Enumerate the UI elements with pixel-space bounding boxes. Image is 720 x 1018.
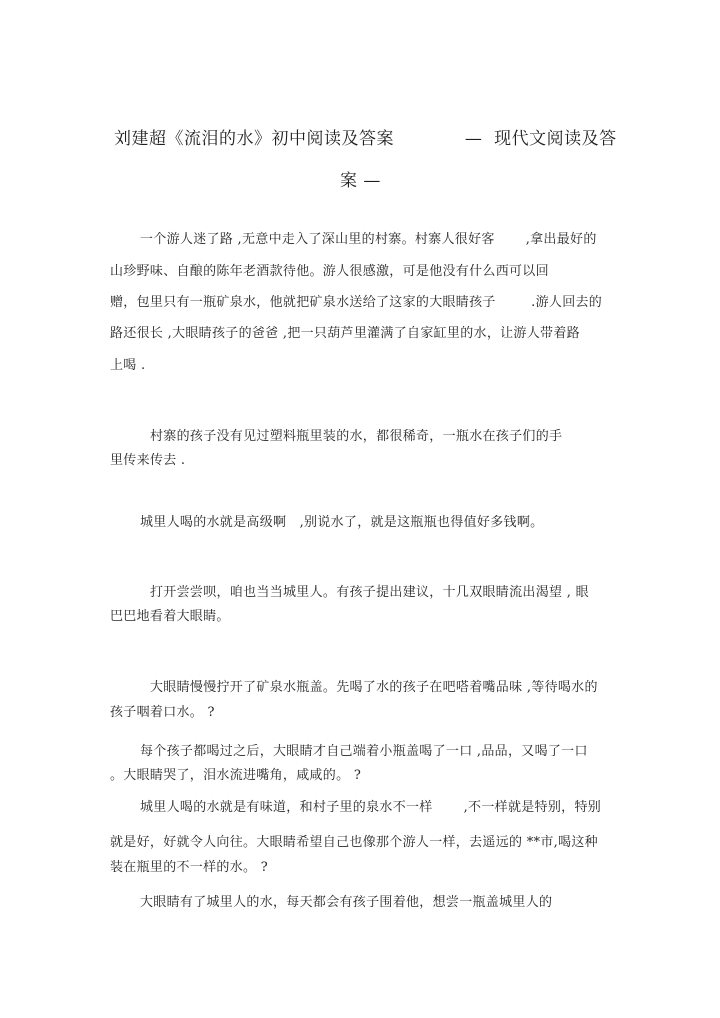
paragraph-1-line-1: 一个游人迷了路 ,无意中走入了深山里的村寨。村寨人很好客 ,拿出最好的 [140,232,597,247]
document-title-line-2: 案 — [340,171,381,191]
paragraph-1-line-3: 赠，包里只有一瓶矿泉水，他就把矿泉水送给了这家的大眼睛孩子 .游人回去的 [110,295,603,310]
paragraph-3-line-1: 城里人喝的水就是高级啊 ,别说水了，就是这瓶瓶也得值好多钱啊。 [140,515,544,530]
paragraph-6-line-2: 。大眼睛哭了，泪水流进嘴角，咸咸的。 ? [110,768,362,783]
paragraph-5-line-2: 孩子咽着口水。 ? [110,705,215,720]
paragraph-7-line-1: 城里人喝的水就是有味道，和村子里的泉水不一样 ,不一样就是特别，特别 [140,800,602,815]
paragraph-1-line-4: 路还很长 ,大眼睛孩子的爸爸 ,把一只葫芦里灌满了自家缸里的水，让游人带着路 [110,326,580,341]
paragraph-1-line-2: 山珍野味、自酿的陈年老酒款待他。游人很感激，可是他没有什么西可以回 [110,264,549,279]
paragraph-4-line-1: 打开尝尝呗，咱也当当城里人。有孩子提出建议，十几双眼睛流出渴望 , 眼 [150,585,589,600]
paragraph-8-line-1: 大眼睛有了城里人的水，每天都会有孩子围着他，想尝一瓶盖城里人的 [140,895,553,910]
paragraph-7-line-2: 就是好，好就令人向往。大眼睛希望自己也像那个游人一样，去遥远的 **市,喝这种 [110,835,598,850]
paragraph-1-line-5: 上喝 . [110,358,146,373]
paragraph-4-line-2: 巴巴地看着大眼睛。 [110,609,230,624]
paragraph-5-line-1: 大眼睛慢慢拧开了矿泉水瓶盖。先喝了水的孩子在吧嗒着嘴品味 ,等待喝水的 [150,680,598,695]
paragraph-2-line-1: 村寨的孩子没有见过塑料瓶里装的水，都很稀奇，一瓶水在孩子们的手 [150,429,563,444]
paragraph-7-line-3: 装在瓶里的不一样的水。 ? [110,860,269,875]
paragraph-2-line-2: 里传来传去 . [110,453,186,468]
document-title-line-1: 刘建超《流泪的水》初中阅读及答案 — 现代文阅读及答 [114,129,617,149]
paragraph-6-line-1: 每个孩子都喝过之后，大眼睛才自己端着小瓶盖喝了一口 ,品品，又喝了一口 [140,744,588,759]
